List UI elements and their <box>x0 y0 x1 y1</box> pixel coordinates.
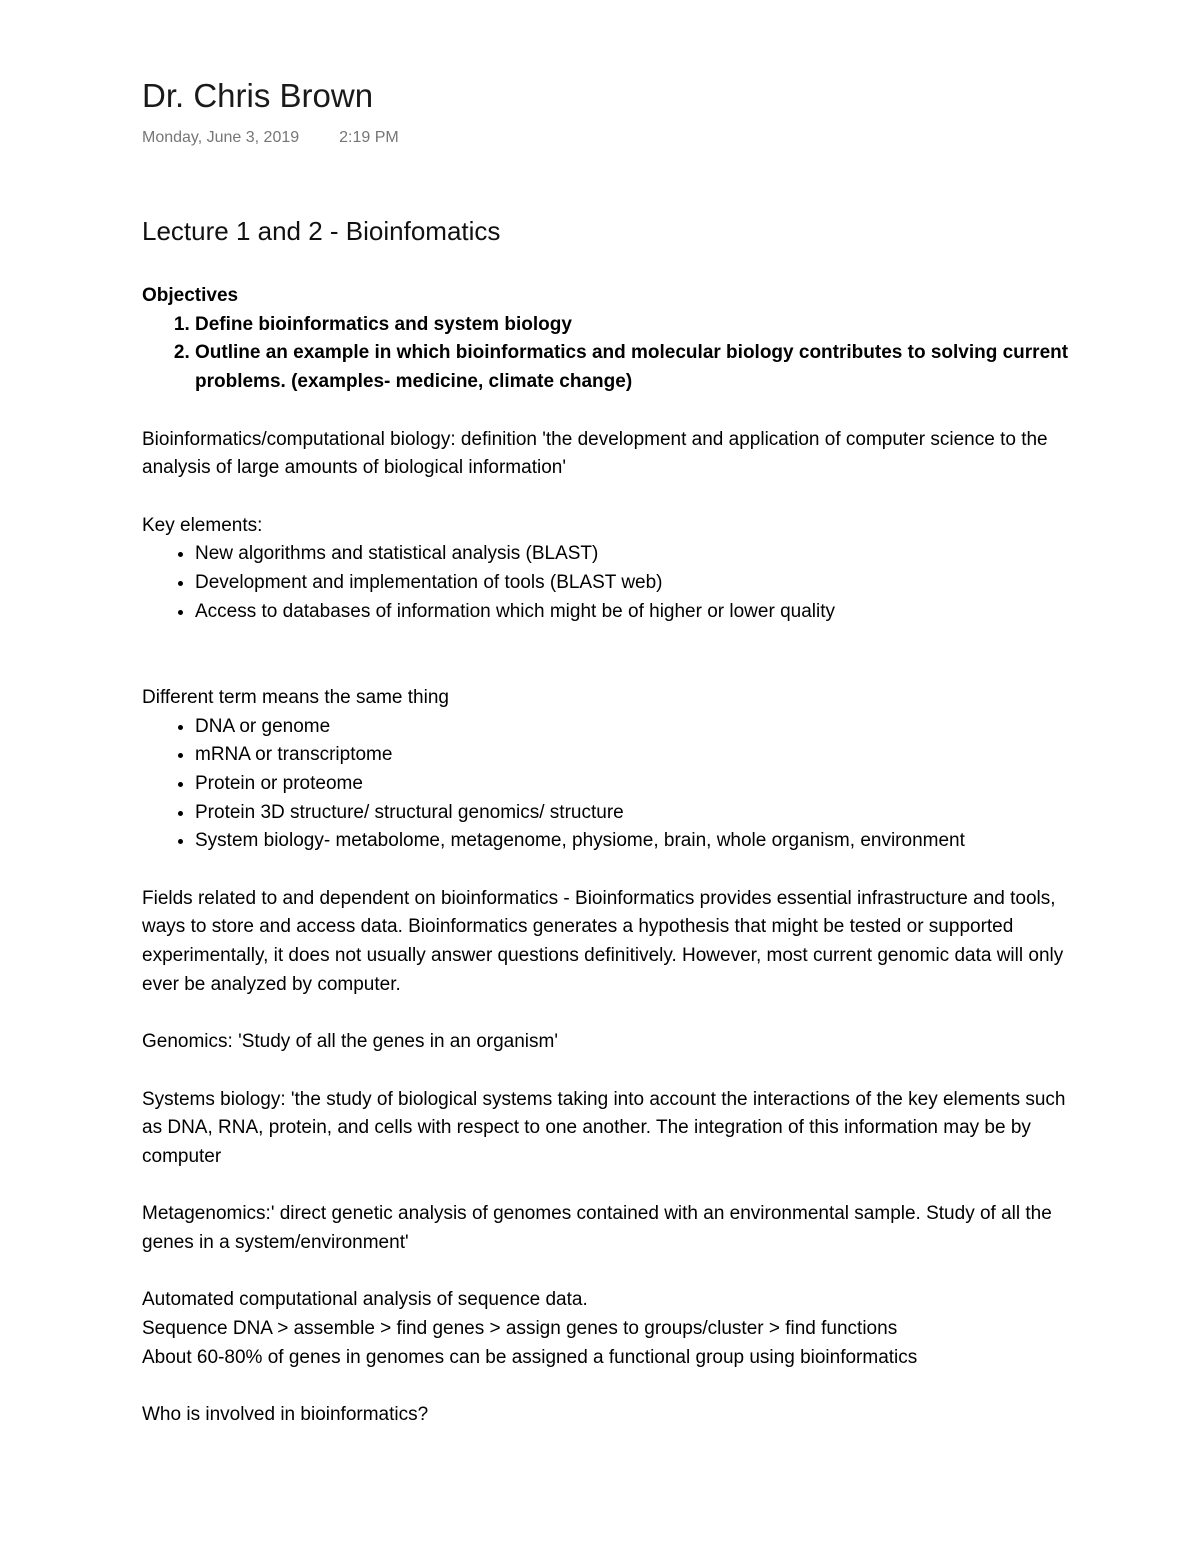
objective-item: 1. Define bioinformatics and system biology <box>195 311 1072 340</box>
metagenomics-paragraph: Metagenomics:' direct genetic analysis of genomes contained with an environmental sample. Study of all the genes in a system/environment' <box>142 1203 1052 1254</box>
list-item: • DNA or genome <box>195 713 1072 742</box>
page-meta <box>142 127 399 149</box>
list-item: • mRNA or transcriptome <box>195 741 1072 770</box>
systems-biology-paragraph: Systems biology: 'the study of biological systems taking into account the interactions of the key elements such as DNA, RNA, protein, and cells with respect to one another. The integration of this information may be by computer <box>142 1088 1066 1167</box>
lecture-title: Lecture 1 and 2 - Bioinfomatics <box>142 216 501 246</box>
list-item: • Protein 3D structure/ structural genomics/ structure <box>195 799 1072 828</box>
definition-paragraph: Bioinformatics/computational biology: definition 'the development and application of computer science to the analysis of large amounts of biological information' <box>142 428 1048 479</box>
page-time: 2:19 PM <box>339 129 399 146</box>
automated-line-1: Automated computational analysis of sequence data. <box>142 1289 588 1311</box>
fields-paragraph: Fields related to and dependent on bioinformatics - Bioinformatics provides essential infrastructure and tools, ways to store and access data. Bioinformatics generates a hypothesis that might be tested or supported experimentally, it does not usually answer questions definitively. However, most current genomic data will only ever be analyzed by computer. <box>142 887 1064 995</box>
terms-list <box>142 713 1072 857</box>
objective-item: 2. Outline an example in which bioinformatics and molecular biology contributes to solving current problems. (examples- medicine, climate change) <box>195 339 1072 396</box>
list-item: • New algorithms and statistical analysis (BLAST) <box>195 540 1072 569</box>
note-content <box>142 213 1072 1430</box>
list-item: • System biology- metabolome, metagenome, physiome, brain, whole organism, environment <box>195 827 1072 856</box>
objectives-heading: Objectives <box>142 285 239 306</box>
list-item: • Development and implementation of tools (BLAST web) <box>195 569 1072 598</box>
page-date: Monday, June 3, 2019 <box>142 129 300 146</box>
list-item: • Access to databases of information which might be of higher or lower quality <box>195 598 1072 627</box>
key-elements-heading: Key elements: <box>142 514 263 536</box>
automated-line-3: About 60-80% of genes in genomes can be assigned a functional group using bioinformatics <box>142 1346 918 1368</box>
who-question: Who is involved in bioinformatics? <box>142 1404 429 1426</box>
terms-heading: Different term means the same thing <box>142 686 449 708</box>
genomics-paragraph: Genomics: 'Study of all the genes in an organism' <box>142 1031 558 1053</box>
page-title: Dr. Chris Brown <box>142 77 374 114</box>
list-item: • Protein or proteome <box>195 770 1072 799</box>
key-elements-list <box>142 540 1072 626</box>
automated-line-2: Sequence DNA > assemble > find genes > assign genes to groups/cluster > find functions <box>142 1318 898 1340</box>
objectives-list <box>142 311 1072 397</box>
